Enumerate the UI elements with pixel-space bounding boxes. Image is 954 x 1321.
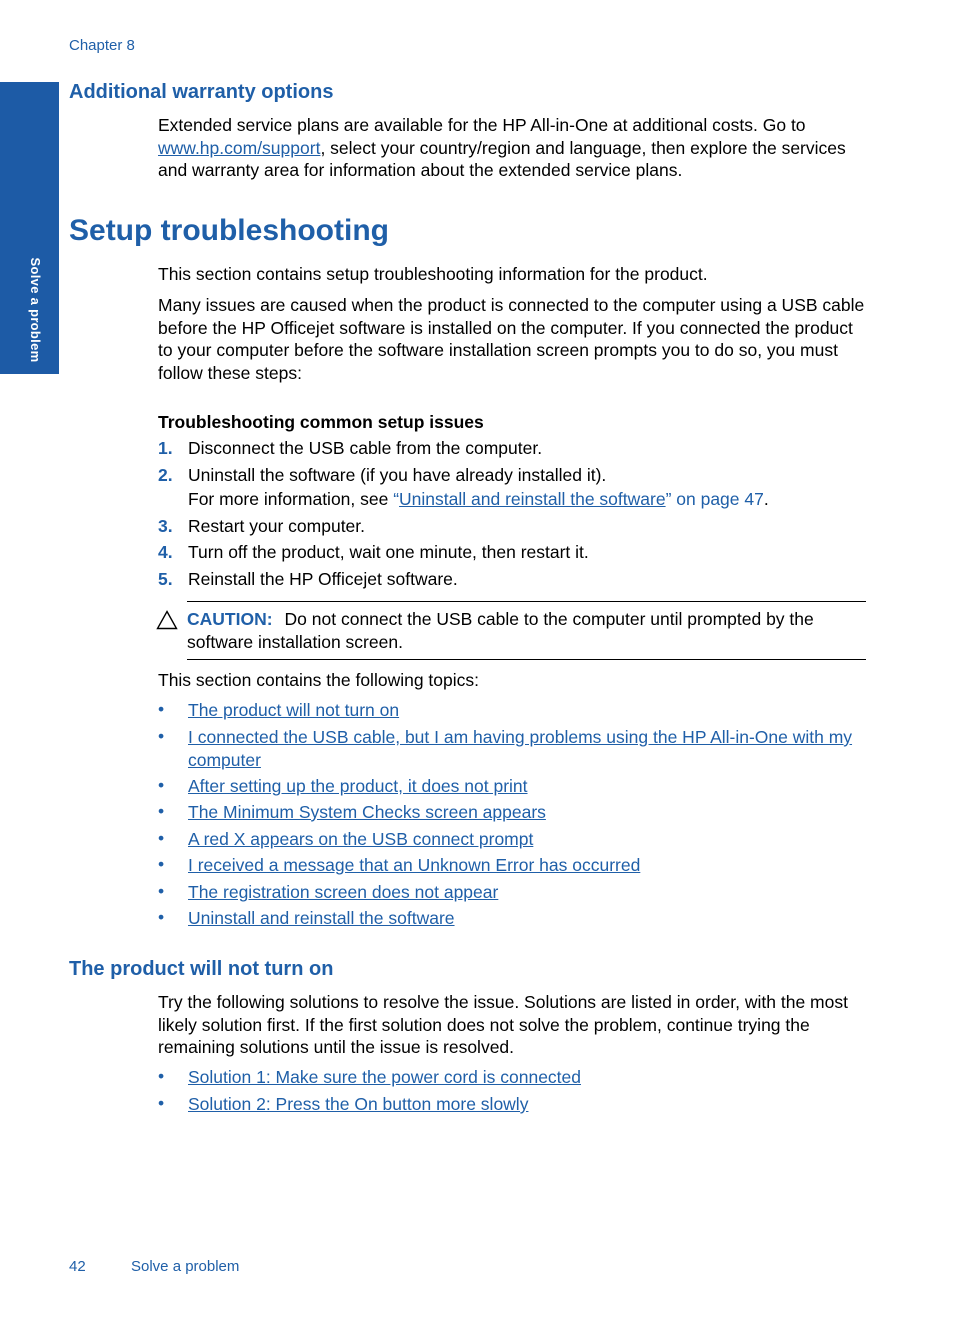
caution-text: Do not connect the USB cable to the computer until prompted by the software installation screen. bbox=[187, 609, 814, 652]
quote-open: “ bbox=[393, 489, 400, 509]
uninstall-link[interactable]: Uninstall and reinstall the software bbox=[399, 489, 666, 509]
page-title: Setup troubleshooting bbox=[69, 214, 389, 247]
step-text: Turn off the product, wait one minute, then restart it. bbox=[188, 542, 589, 562]
step-number: 5. bbox=[158, 569, 173, 589]
topics-intro: This section contains the following topics: bbox=[158, 670, 479, 690]
side-tab bbox=[0, 82, 59, 374]
subheading: Troubleshooting common setup issues bbox=[158, 412, 484, 432]
no-power-heading: The product will not turn on bbox=[69, 958, 334, 980]
bullet: • bbox=[158, 828, 165, 848]
bullet: • bbox=[158, 801, 165, 821]
warranty-paragraph bbox=[158, 114, 870, 182]
step-text: Restart your computer. bbox=[188, 516, 366, 536]
topic-link[interactable]: The Minimum System Checks screen appears bbox=[188, 802, 546, 822]
topic-link[interactable]: The registration screen does not appear bbox=[188, 882, 499, 902]
topic-link[interactable]: Uninstall and reinstall the software bbox=[188, 908, 455, 928]
bullet: • bbox=[158, 854, 165, 874]
topic-link[interactable]: The product will not turn on bbox=[188, 700, 400, 720]
page-reference[interactable]: ” on page 47 bbox=[665, 489, 764, 509]
step-text: Uninstall the software (if you have already installed it). bbox=[188, 465, 607, 485]
setup-paragraph: Many issues are caused when the product is connected to the computer using a USB cable before the HP Officejet software is installed on the computer. If you connected the product to your computer before the software installation screen prompts you to do so, you must follow these steps: bbox=[158, 295, 865, 383]
footer-section: Solve a problem bbox=[131, 1258, 240, 1275]
chapter-label: Chapter 8 bbox=[69, 37, 135, 54]
side-tab-label: Solve a problem bbox=[28, 257, 43, 363]
solution-link[interactable]: Solution 1: Make sure the power cord is connected bbox=[188, 1067, 581, 1087]
period: . bbox=[763, 489, 769, 509]
bullet: • bbox=[158, 726, 165, 746]
step-text: Reinstall the HP Officejet software. bbox=[188, 569, 458, 589]
step-number: 1. bbox=[158, 438, 173, 458]
bullet: • bbox=[158, 907, 165, 927]
no-power-paragraph: Try the following solutions to resolve the issue. Solutions are listed in order, with the most likely solution first. If the first solution does not solve the problem, continue trying the remaining solutions until the issue is resolved. bbox=[158, 992, 848, 1057]
more-info-prefix: For more information, see bbox=[188, 489, 394, 509]
topic-link[interactable]: A red X appears on the USB connect prompt bbox=[188, 829, 534, 849]
step-number: 4. bbox=[158, 542, 173, 562]
topic-link[interactable]: I received a message that an Unknown Error has occurred bbox=[188, 855, 641, 875]
support-link[interactable]: www.hp.com/support bbox=[158, 137, 321, 158]
bullet: • bbox=[158, 881, 165, 901]
bullet: • bbox=[158, 775, 165, 795]
caution-label: CAUTION: bbox=[187, 609, 273, 629]
bullet: • bbox=[158, 1093, 165, 1113]
solution-link[interactable]: Solution 2: Press the On button more slowly bbox=[188, 1094, 529, 1114]
bullet: • bbox=[158, 699, 165, 719]
warranty-heading: Additional warranty options bbox=[69, 81, 334, 103]
caution-top-rule bbox=[187, 601, 866, 602]
caution-triangle-icon bbox=[156, 610, 178, 630]
warranty-text-before: Extended service plans are available for the HP All-in-One at additional costs. Go to bbox=[158, 115, 806, 135]
caution-note bbox=[187, 608, 867, 654]
page-number: 42 bbox=[69, 1258, 86, 1275]
step-text: Disconnect the USB cable from the computer. bbox=[188, 438, 543, 458]
topic-link[interactable]: I connected the USB cable, but I am having problems using the HP All-in-One with my computer bbox=[188, 727, 853, 770]
topic-link[interactable]: After setting up the product, it does not print bbox=[188, 776, 528, 796]
step-number: 3. bbox=[158, 516, 173, 536]
step-2-more-info bbox=[188, 487, 769, 511]
setup-intro: This section contains setup troubleshooting information for the product. bbox=[158, 264, 708, 284]
step-number: 2. bbox=[158, 465, 173, 485]
caution-bottom-rule bbox=[187, 659, 866, 660]
bullet: • bbox=[158, 1066, 165, 1086]
warranty-text-after: , select your country/region and language, then explore the services and warranty area for information about the extended service plans. bbox=[158, 137, 846, 180]
